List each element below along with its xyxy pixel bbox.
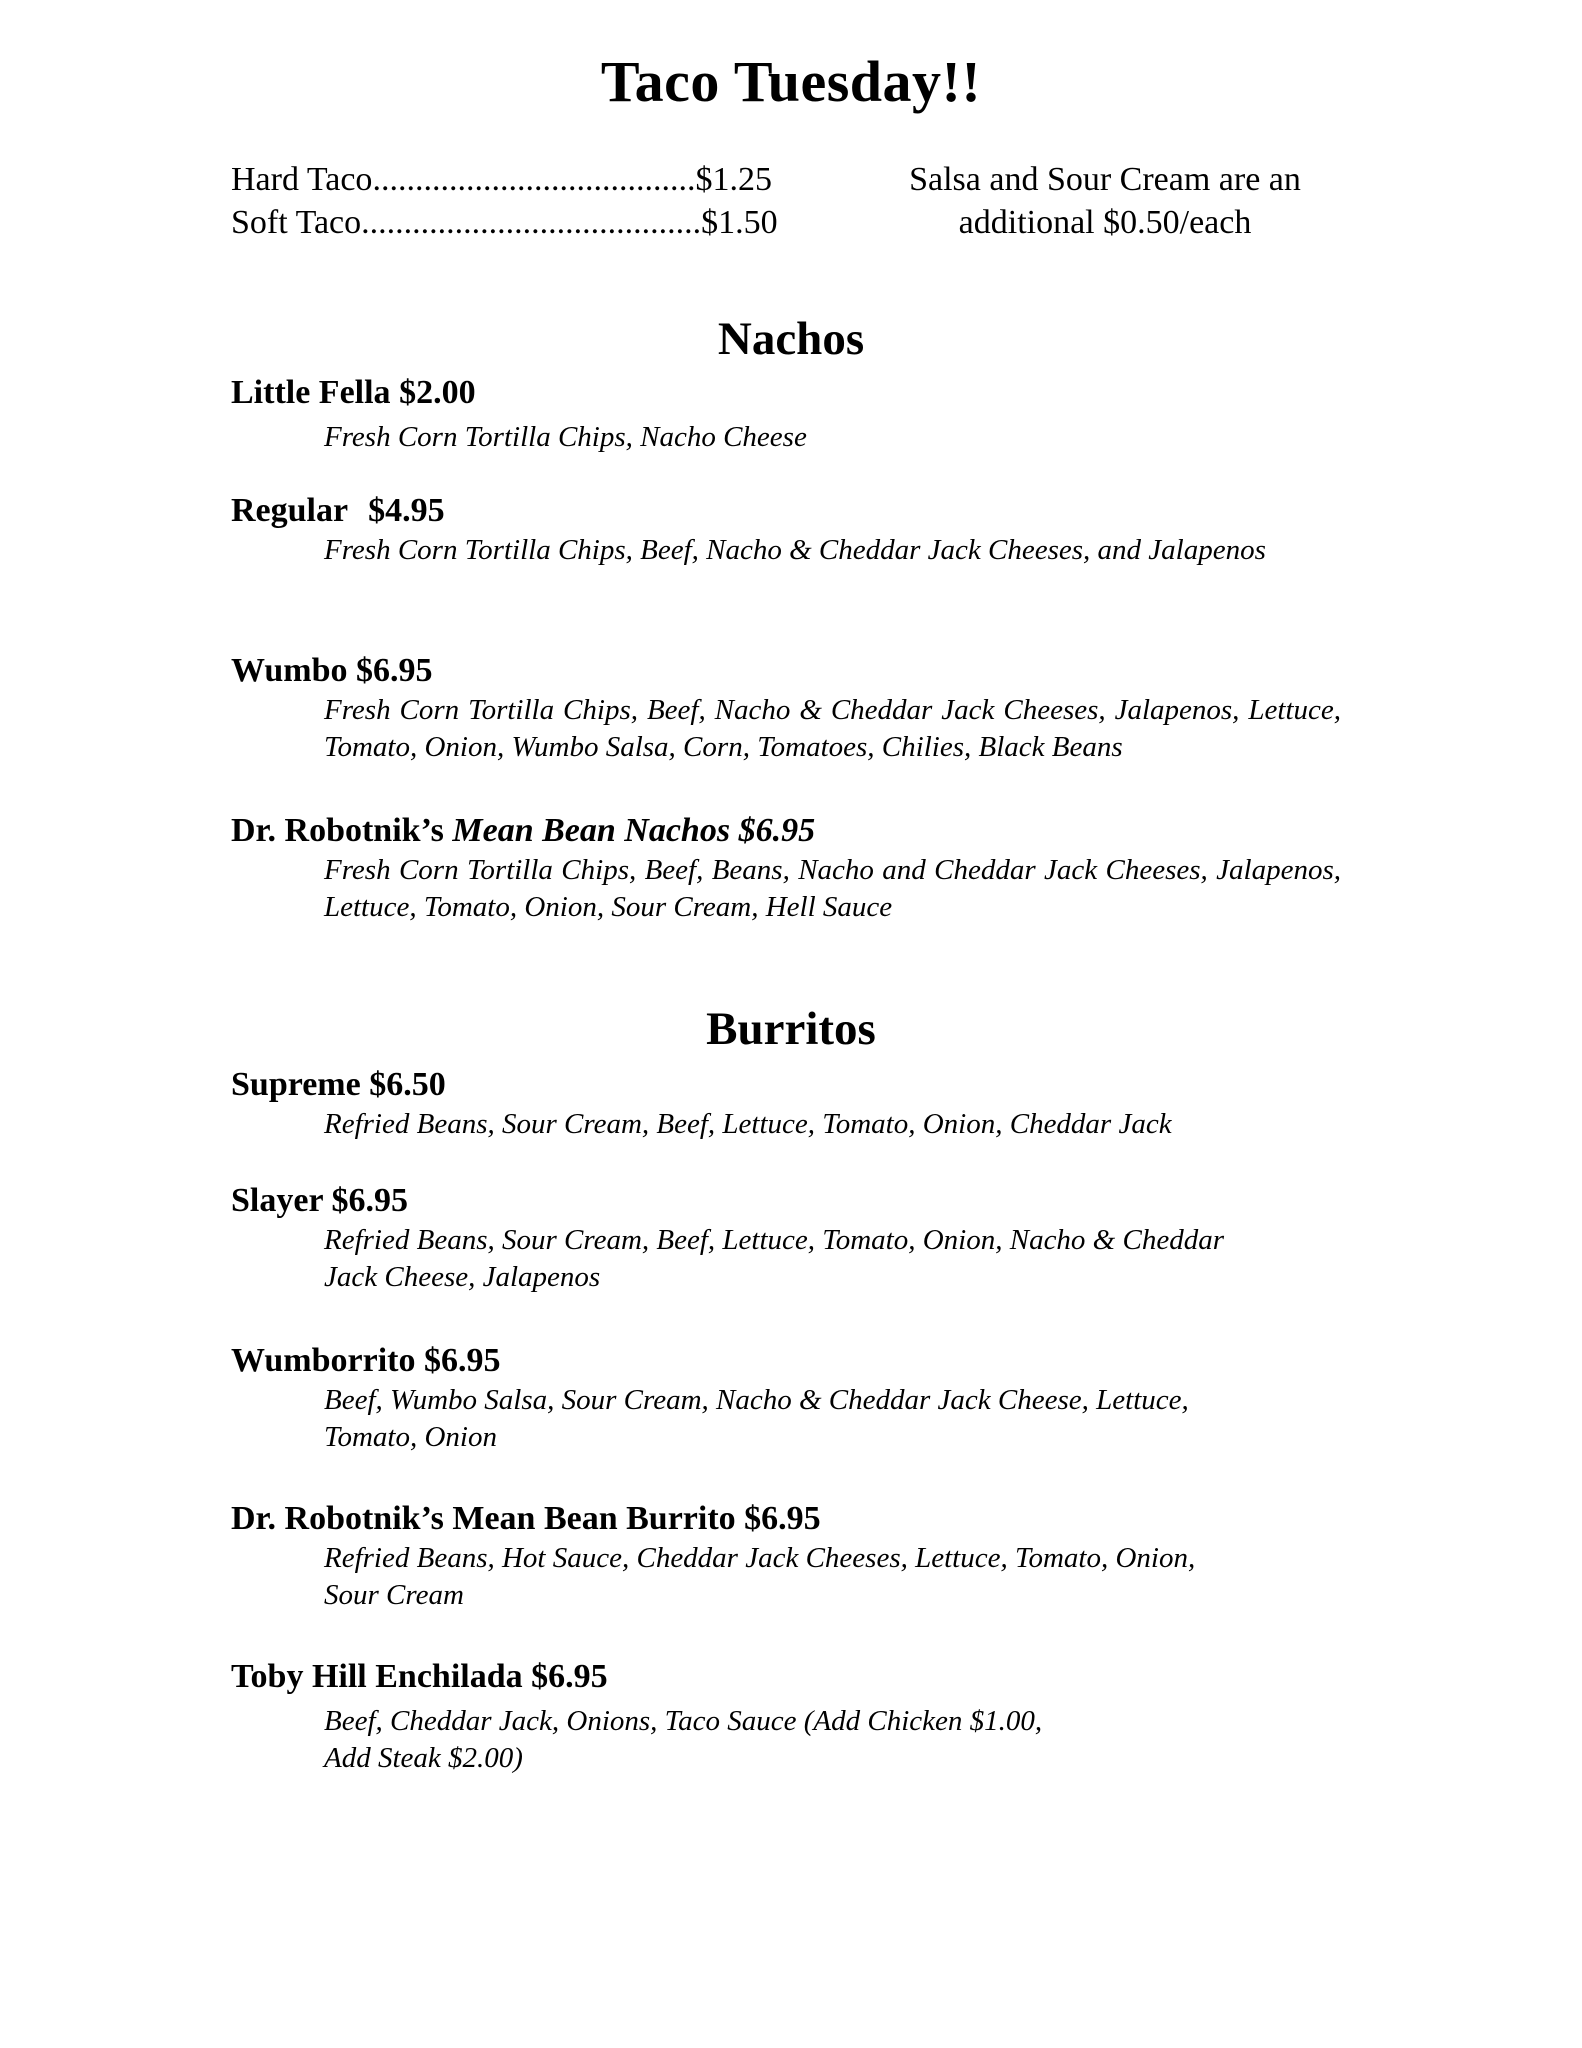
menu-item-regular [231,490,1341,569]
menu-item-slayer [231,1180,1341,1296]
item-description: Refried Beans, Sour Cream, Beef, Lettuce, Tomato, Onion, Cheddar Jack [324,1108,1172,1140]
hard-taco-row [231,158,811,201]
hard-taco-label: Hard Taco [231,161,373,198]
item-price: $6.95 [744,1500,821,1537]
item-price: $6.95 [331,1182,408,1219]
item-title [231,1656,1341,1698]
item-title [231,1180,1341,1222]
soft-taco-price: $1.50 [701,204,778,241]
item-price: $2.00 [399,374,476,411]
menu-item-little-fella [231,372,1341,456]
taco-addon-note [870,158,1340,244]
item-description-line1: Beef, Wumbo Salsa, Sour Cream, Nacho & Cheddar Jack Cheese, Lettuce, [324,1384,1189,1416]
soft-taco-label: Soft Taco [231,204,362,241]
item-name: Toby Hill Enchilada [231,1658,523,1695]
item-description [324,1222,1341,1296]
soft-taco-leader: ........................................ [361,204,702,241]
item-description-line1: Beef, Cheddar Jack, Onions, Taco Sauce (Add Chicken $1.00, [324,1705,1043,1737]
soft-taco-row [231,201,811,244]
item-description: Fresh Corn Tortilla Chips, Nacho Cheese [324,421,807,453]
item-price: $6.95 [531,1658,608,1695]
item-price: $6.95 [738,812,816,849]
item-price: $4.95 [368,492,445,529]
item-description: Fresh Corn Tortilla Chips, Beef, Beans, Nacho and Cheddar Jack Cheeses, Jalapenos, Lettuce, Tomato, Onion, Sour Cream, Hell Sauce [324,854,1341,923]
item-name: Wumborrito [231,1342,416,1379]
item-name: Wumbo [231,652,348,689]
taco-note-line1: Salsa and Sour Cream are an [909,161,1301,198]
burritos-heading: Burritos [706,1003,876,1055]
menu-item-supreme [231,1064,1341,1143]
menu-item-wumbo [231,650,1341,766]
item-price: $6.95 [423,1342,501,1379]
item-description-line1: Refried Beans, Sour Cream, Beef, Lettuce, Tomato, Onion, Nacho & Cheddar [324,1224,1224,1256]
item-name: Little Fella [231,374,391,411]
item-description-line2: Sour Cream [324,1579,464,1611]
item-title [231,1498,1341,1540]
menu-item-wumborrito [231,1340,1341,1456]
item-description: Fresh Corn Tortilla Chips, Beef, Nacho & Cheddar Jack Cheeses, Jalapenos, Lettuce, Tomato, Onion, Wumbo Salsa, Corn, Tomatoes, Chilies, Black Beans [324,694,1341,763]
taco-price-list [231,158,811,244]
item-title [231,650,1341,692]
item-description-line2: Tomato, Onion [324,1421,497,1453]
item-title [231,1340,1341,1382]
item-name: Regular [231,492,349,529]
item-name: Supreme [231,1066,361,1103]
nachos-heading: Nachos [717,313,865,365]
item-price: $6.95 [356,652,433,689]
item-name-italic: Mean Bean Nachos [452,812,731,849]
item-name: Dr. Robotnik’s Mean Bean Burrito [231,1500,736,1537]
item-description-line1: Refried Beans, Hot Sauce, Cheddar Jack Cheeses, Lettuce, Tomato, Onion, [324,1542,1196,1574]
page-title: Taco Tuesday!! [600,49,982,114]
item-description: Fresh Corn Tortilla Chips, Beef, Nacho & Cheddar Jack Cheeses, and Jalapenos [324,534,1266,566]
menu-item-toby-hill-enchilada [231,1656,1341,1777]
item-description [324,1703,1341,1777]
item-description-line2: Jack Cheese, Jalapenos [324,1261,601,1293]
item-name: Slayer [231,1182,323,1219]
item-name-prefix: Dr. Robotnik’s [231,812,444,849]
item-title [231,372,1341,414]
item-title [231,490,1341,532]
hard-taco-leader: ...................................... [372,161,696,198]
item-price: $6.50 [369,1066,446,1103]
item-description [324,1540,1341,1614]
item-title [231,810,1341,852]
item-description [324,1382,1341,1456]
taco-note-line2: additional $0.50/each [958,204,1252,241]
item-title [231,1064,1341,1106]
menu-item-mean-bean-burrito [231,1498,1341,1614]
hard-taco-price: $1.25 [695,161,772,198]
item-description-line2: Add Steak $2.00) [324,1742,523,1774]
menu-item-mean-bean-nachos [231,810,1341,926]
